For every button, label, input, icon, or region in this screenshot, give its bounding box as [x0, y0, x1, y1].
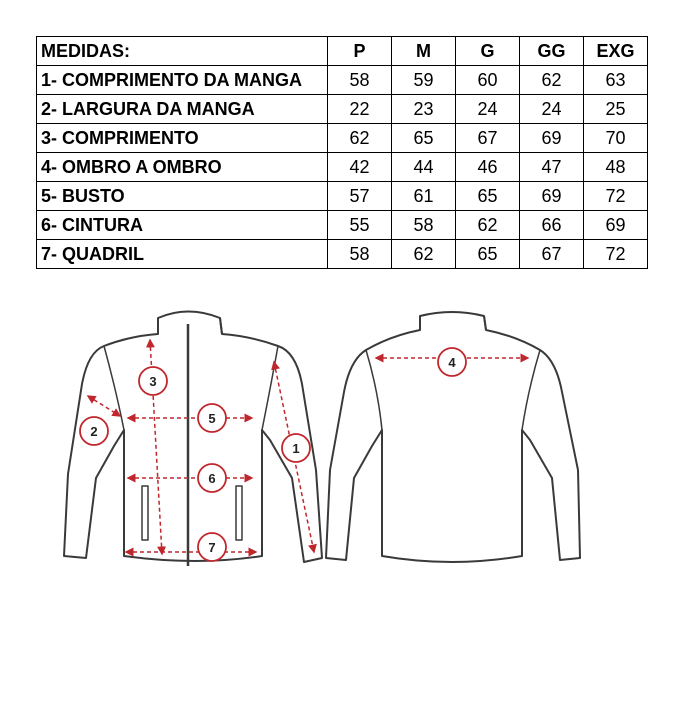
measure-value: 70 — [584, 124, 648, 153]
measure-value: 55 — [328, 211, 392, 240]
measure-label: 7- QUADRIL — [37, 240, 328, 269]
table-row — [37, 95, 648, 124]
size-header: GG — [520, 37, 584, 66]
measure-value: 47 — [520, 153, 584, 182]
size-header: P — [328, 37, 392, 66]
measure-value: 69 — [584, 211, 648, 240]
header-label: MEDIDAS: — [37, 37, 328, 66]
measure-value: 62 — [456, 211, 520, 240]
marker-2-label: 2 — [90, 424, 98, 439]
marker-1-label: 1 — [292, 441, 300, 456]
measure-label: 5- BUSTO — [37, 182, 328, 211]
table-row — [37, 66, 648, 95]
measure-value: 65 — [392, 124, 456, 153]
measure-value: 22 — [328, 95, 392, 124]
measure-value: 66 — [520, 211, 584, 240]
measure-value: 44 — [392, 153, 456, 182]
measure-value: 46 — [456, 153, 520, 182]
measure-value: 60 — [456, 66, 520, 95]
table-row — [37, 182, 648, 211]
measure-value: 67 — [456, 124, 520, 153]
measure-value: 72 — [584, 240, 648, 269]
header-row — [37, 37, 648, 66]
measure-label: 2- LARGURA DA MANGA — [37, 95, 328, 124]
measure-label: 4- OMBRO A OMBRO — [37, 153, 328, 182]
size-table — [36, 36, 648, 269]
measure-value: 63 — [584, 66, 648, 95]
measure-value: 67 — [520, 240, 584, 269]
measure-value: 62 — [392, 240, 456, 269]
measure-value: 69 — [520, 182, 584, 211]
measure-value: 65 — [456, 182, 520, 211]
measure-value: 24 — [520, 95, 584, 124]
size-header: EXG — [584, 37, 648, 66]
table-row — [37, 240, 648, 269]
measure-value: 57 — [328, 182, 392, 211]
measure-value: 58 — [328, 66, 392, 95]
measure-value: 24 — [456, 95, 520, 124]
measure-label: 3- COMPRIMENTO — [37, 124, 328, 153]
measure-value: 61 — [392, 182, 456, 211]
table-row — [37, 124, 648, 153]
table-row — [37, 153, 648, 182]
measure-value: 23 — [392, 95, 456, 124]
measure-value: 72 — [584, 182, 648, 211]
measure-value: 58 — [328, 240, 392, 269]
marker-6-label: 6 — [208, 471, 216, 486]
marker-4-label: 4 — [448, 355, 456, 370]
measure-label: 1- COMPRIMENTO DA MANGA — [37, 66, 328, 95]
marker-5-label: 5 — [208, 411, 216, 426]
size-header: M — [392, 37, 456, 66]
measure-value: 59 — [392, 66, 456, 95]
measure-value: 25 — [584, 95, 648, 124]
measure-value: 65 — [456, 240, 520, 269]
measure-value: 62 — [520, 66, 584, 95]
jacket-measurement-diagram — [0, 290, 679, 580]
measure-value: 42 — [328, 153, 392, 182]
measure-value: 69 — [520, 124, 584, 153]
measure-label: 6- CINTURA — [37, 211, 328, 240]
measure-value: 62 — [328, 124, 392, 153]
marker-3-label: 3 — [149, 374, 157, 389]
table-row — [37, 211, 648, 240]
measure-value: 48 — [584, 153, 648, 182]
measure-value: 58 — [392, 211, 456, 240]
size-header: G — [456, 37, 520, 66]
marker-7-label: 7 — [208, 540, 216, 555]
